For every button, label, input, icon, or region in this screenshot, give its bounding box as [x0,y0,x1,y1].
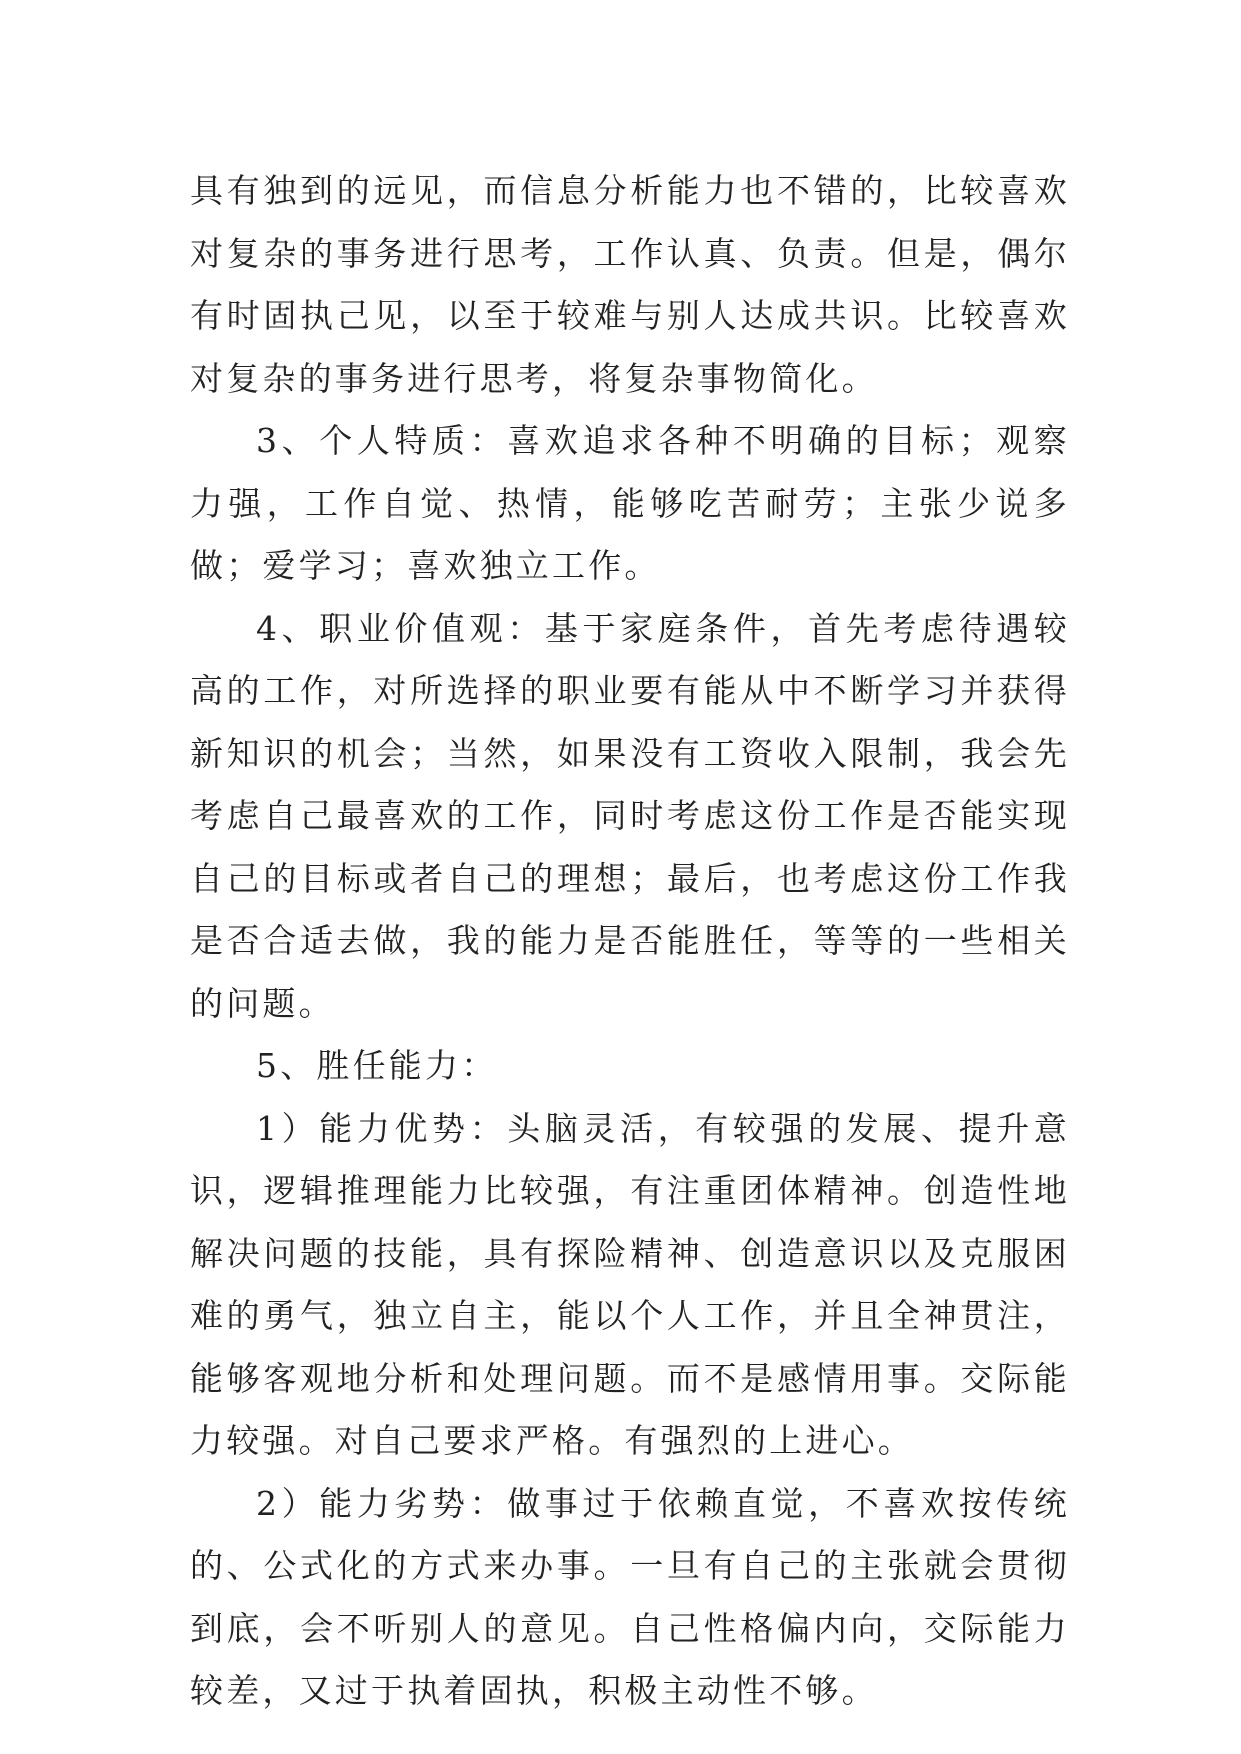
paragraph-strengths: 1）能力优势：头脑灵活，有较强的发展、提升意识，逻辑推理能力比较强，有注重团体精神。创造性地解决问题的技能，具有探险精神、创造意识以及克服困难的勇气，独立自主，能以个人工作，并且全神贯注，能够客观地分析和处理问题。而不是感情用事。交际能力较强。对自己要求严格。有强烈的上进心。 [190,1108,1070,1460]
paragraph-career-values: 4、职业价值观：基于家庭条件，首先考虑待遇较高的工作，对所选择的职业要有能从中不断学习并获得新知识的机会；当然，如果没有工资收入限制，我会先考虑自己最喜欢的工作，同时考虑这份工作是否能实现自己的目标或者自己的理想；最后，也考虑这份工作我是否合适去做，我的能力是否能胜任，等等的一些相关的问题。 [190,608,1070,1023]
document-body [190,160,1070,1723]
paragraph-continuation: 具有独到的远见，而信息分析能力也不错的，比较喜欢对复杂的事务进行思考，工作认真、负责。但是，偶尔有时固执己见，以至于较难与别人达成共识。比较喜欢对复杂的事务进行思考，将复杂事物简化。 [190,171,1070,398]
paragraph-competence-heading: 5、胜任能力： [256,1046,498,1085]
paragraph-weaknesses: 2）能力劣势：做事过于依赖直觉，不喜欢按传统的、公式化的方式来办事。一旦有自己的主张就会贯彻到底，会不听别人的意见。自己性格偏内向，交际能力较差，又过于执着固执，积极主动性不够。 [190,1483,1070,1710]
paragraph-personal-traits: 3、个人特质：喜欢追求各种不明确的目标；观察力强，工作自觉、热情，能够吃苦耐劳；主张少说多做；爱学习；喜欢独立工作。 [190,421,1070,585]
